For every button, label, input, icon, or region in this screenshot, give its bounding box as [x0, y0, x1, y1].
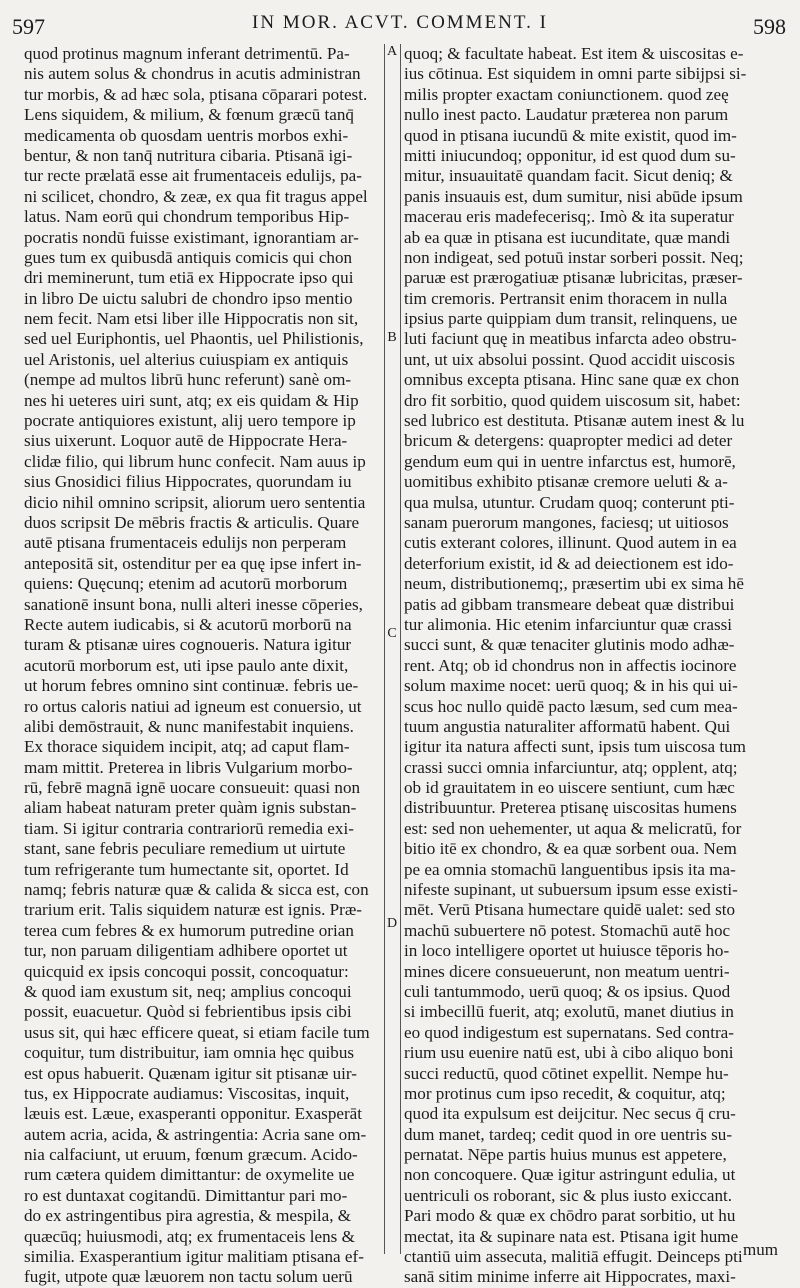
text-line: mitur, insuauitatē quandam facit. Sicut deniq; & [404, 166, 733, 186]
text-line: ob id grauitatem in eo uiscere sentiunt, cum hæc [404, 778, 735, 798]
text-line: uentriculi os roborant, sic & plus iusto exiccant. [404, 1185, 733, 1205]
margin-letter-d: D [386, 916, 398, 931]
text-line: mor protinus cum ipso recedit, & coquitur, atq; [404, 1083, 726, 1103]
text-line: tim cremoris. Pertransit enim thoracem in nulla [404, 288, 728, 308]
catchword: mum [743, 1240, 778, 1259]
text-line: mēt. Verū Ptisana humectare quidē ualet: sed sto [404, 900, 736, 920]
text-line: possit, euacuetur. Quòd si febrientibus ipsis cibi [24, 1002, 352, 1022]
text-line: ipsius parte quippiam dum transit, relinquens, ue [404, 309, 738, 329]
text-line: nifeste supinant, ut subuersum ipsum esse existi- [404, 880, 738, 900]
text-line: latus. Nam eorū qui chondrum temporibus Hip- [24, 207, 350, 227]
text-line: quæcūq; huiusmodi, atq; ex frumentaceis lens & [24, 1226, 355, 1246]
text-line: neum, distributionemq;, præsertim ubi ex sima hē [404, 574, 744, 594]
text-line: (nempe ad multos librū hunc referunt) sanè om- [24, 370, 352, 390]
text-line: do ex astringentibus pira agrestia, & mespila, & [24, 1206, 352, 1226]
text-line: sanā sitim minime inferre ait Hippocrates, maxi- [404, 1267, 736, 1287]
text-line: sanam puerorum mangones, faciesq; ut uitiosos [404, 512, 729, 532]
text-line: bricum & detergens: quapropter medici ad deter [404, 431, 733, 451]
text-line: rum cætera quidem dimittantur: de oxymelite ue [24, 1165, 355, 1185]
text-line: ni scilicet, chondro, & zeæ, ex qua fit tragus appel [24, 186, 368, 206]
text-line: dri meminerunt, tum etiā ex Hippocrate ipso qui [24, 268, 354, 288]
text-line: non concoquere. Quæ igitur astringunt edulia, ut [404, 1165, 736, 1185]
text-line: pocrate antiquiores existunt, alij uero tempore ip [24, 411, 356, 431]
text-line: ctantiū uim assecuta, malitiā effugit. Deinceps pti [404, 1247, 743, 1267]
column-rule-right [400, 44, 401, 1254]
text-line: Recte autem iudicabis, si & acutorū morborū na [24, 614, 352, 634]
column-rule-left [384, 44, 385, 1254]
text-line: gues tum ex quibusdā antiquis comicis qui chon [24, 247, 353, 267]
text-line: trarium erit. Talis siquidem naturæ est ignis. Præ- [24, 900, 362, 920]
text-line: nia calfaciunt, ut eruum, fœnum græcum. Acido- [24, 1145, 358, 1165]
text-line: turam & ptisanæ uires cognoueris. Natura igitur [24, 635, 352, 655]
text-line: ut horum febres omnino sint continuæ. febris ue- [24, 676, 359, 696]
text-line: milis propter exactam coniunctionem. quod zeę [404, 84, 729, 104]
margin-letter-a: A [386, 44, 398, 59]
text-line: tus, ex Hippocrate audiamus: Viscositas, inquit, [24, 1083, 350, 1103]
text-line: tur alimonia. Hic etenim infarciuntur quæ crassi [404, 614, 733, 634]
text-line: nis autem solus & chondrus in acutis administran [24, 64, 361, 84]
text-line: acutorū morborum est, uti ipse paulo ante dixit, [24, 655, 349, 675]
text-line: mines dicere consueuerunt, non meatum uentri- [404, 961, 730, 981]
text-line: patis ad gibbam transmeare debeat quæ distribui [404, 594, 735, 614]
text-line: fugit, utpote quæ læuorem non tactu solum uerū [24, 1267, 353, 1287]
text-line: nullo inest pacto. Laudatur præterea non parum [404, 105, 729, 125]
text-line: quod ita expulsum est deijcitur. Nec secus q̄ cru- [404, 1104, 736, 1124]
text-line: pe ea omnia stomachū languentibus ipsis ita ma- [404, 859, 736, 879]
text-line: gendum eum qui in uentre infarctus est, humorē, [404, 451, 736, 471]
text-line: est opus habuerit. Quænam igitur sit ptisanæ uir- [24, 1063, 357, 1083]
margin-letter-b: B [387, 330, 397, 345]
text-line: succi reductū, quod cōtinet expellit. Nempe hu- [404, 1063, 729, 1083]
text-line: rū, febrē magnā ignē uocare consueuit: quasi non [24, 778, 361, 798]
text-line: machū subuertere nō potest. Stomachū autē hoc [404, 920, 731, 940]
text-line: qua mulsa, utuntur. Crudam quoq; conterunt pti- [404, 492, 735, 512]
running-title: IN MOR. ACVT. COMMENT. I [252, 12, 548, 33]
text-line: panis insuauis est, dum sumitur, nisi abūde ipsum [404, 186, 743, 206]
text-line: bitio itē ex chondro, & ea quæ sorbent oua. Nem [404, 839, 737, 859]
text-line: ro ortus caloris natiui ad igneum est conuersio, ut [24, 696, 362, 716]
text-line: nem fecit. Nam etsi liber ille Hippocratis non sit, [24, 309, 359, 329]
text-line: pocratis nondū fuisse existimant, ignorantiam ar- [24, 227, 359, 247]
text-line: est: sed non uehementer, ut aqua & melicratū, for [404, 818, 742, 838]
text-line: mitti iniucundoq; opponitur, id est quod dum su- [404, 145, 736, 165]
text-line: quod in ptisana iucundū & mite existit, quod im- [404, 125, 737, 145]
text-line: usus sit, qui hæc efficere queat, si etiam facile tum [24, 1022, 370, 1042]
text-line: mectat, ita & supinare nata est. Ptisana igit hume [404, 1226, 739, 1246]
text-line: rent. Atq; ob id chondrus non in affectis iocinore [404, 655, 737, 675]
text-line: unt, ut uix absolui possint. Quod accidit uiscosis [404, 349, 735, 369]
text-line: ab ea quæ in ptisana est iucunditate, quæ mandi [404, 227, 731, 247]
text-line: Lens siquidem, & milium, & fœnum græcū tanq̄ [24, 105, 354, 125]
text-line: quoq; & facultate habeat. Est item & uiscositas e- [404, 44, 744, 63]
text-line: tur, non paruam diligentiam adhibere oportet ut [24, 941, 348, 961]
text-line: terea cum febres & ex humorum putredine orian [24, 920, 354, 940]
text-line: mam mittit. Preterea in libris Vulgarium morbo- [24, 757, 353, 777]
text-line: tum refrigerante tum humectante sit, oportet. Id [24, 859, 349, 879]
text-line: uel Aristonis, uel alterius cuiuspiam ex antiquis [24, 349, 349, 369]
text-line: stant, sane febris peculiare remedium ut uirtute [24, 839, 346, 859]
text-line: non indigeat, sed potuū instar sorberi possit. Neq; [404, 247, 744, 267]
right-text-column [404, 44, 776, 1288]
text-line: dum manet, tardeq; cedit quod in ore uentris su- [404, 1124, 733, 1144]
text-line: læuis est. Læue, exasperanti opponitur. Exasperāt [24, 1104, 363, 1124]
text-line: dicio nihil omnino scripsit, aliorum uero sententia [24, 492, 366, 512]
text-line: paruæ est prærogatiuæ ptisanæ lubricitas, præser- [404, 268, 743, 288]
text-line: pernatat. Nēpe partis huius munus est appetere, [404, 1145, 727, 1165]
text-line: rium usu euenire natū est, ubi à cibo aliquo boni [404, 1043, 734, 1063]
text-line: uomitibus exhibito ptisanæ cremore ueluti & a- [404, 472, 728, 492]
text-line: sed uel Euriphontis, uel Phaontis, uel Philistionis, [24, 329, 364, 349]
text-line: ro est duntaxat cogitandū. Dimittantur pari mo- [24, 1185, 348, 1205]
text-line: succi sunt, & quæ tenaciter glutinis modo adhæ- [404, 635, 735, 655]
text-line: medicamenta ob quosdam uentris morbos exhi- [24, 125, 349, 145]
text-line: crassi succi omnia infarciuntur, atq; opplent, atq; [404, 757, 738, 777]
text-line: in loco intelligere oportet ut huiusce tēporis ho- [404, 941, 730, 961]
text-line: coquitur, tum distribuitur, iam omnia hęc quibus [24, 1043, 355, 1063]
text-line: cutis exterant colores, illinunt. Quod autem in ea [404, 533, 737, 553]
text-line: sanationē insunt bona, nulli alteri inesse cōperies, [24, 594, 363, 614]
text-line: omnibus excepta ptisana. Hinc sane quæ ex chon [404, 370, 740, 390]
text-line: tur recte prælatā esse ait frumentaceis edulijs, pa- [24, 166, 362, 186]
text-line: sed lubrico est destituta. Ptisanæ autem inest & lu [404, 411, 745, 431]
text-line: quod protinus magnum inferant detrimentū. Pa- [24, 44, 350, 63]
text-line: Pari modo & quæ ex chōdro parat sorbitio, ut hu [404, 1206, 736, 1226]
text-line: deterforium existit, id & ad deiectionem est ido- [404, 553, 734, 573]
text-line: si imbecillū fuerit, atq; exolutū, manet diutius in [404, 1002, 734, 1022]
text-line: macerau eris madefecerisq;. Imò & ita superatur [404, 207, 734, 227]
text-line: bentur, & non tanq̄ nutritura cibaria. Ptisanā igi- [24, 145, 353, 165]
left-text-column [24, 44, 380, 1288]
margin-letter-c: C [387, 626, 397, 641]
text-line: similia. Exasperantium igitur malitiam ptisana ef- [24, 1247, 364, 1267]
text-line: nes hi ueteres uiri sunt, atq; ex eis quidam & Hip [24, 390, 359, 410]
text-line: aliam habeat naturam preter quàm ignis substan- [24, 798, 357, 818]
text-line: sius uixerunt. Loquor autē de Hippocrate Hera- [24, 431, 348, 451]
text-line: in libro De uictu salubri de chondro ipso mentio [24, 288, 353, 308]
text-line: tiam. Si igitur contraria contrariorū remedia exi- [24, 818, 354, 838]
text-line: solum maxime nocet: uerū quoq; & in his qui ui- [404, 676, 738, 696]
text-line: quicquid ex ipsis concoqui possit, concoquatur: [24, 961, 349, 981]
text-line: namq; febris naturæ quæ & calida & sicca est, con [24, 880, 369, 900]
text-line: igitur ita natura affecti sunt, ipsis tum uiscosa tum [404, 737, 746, 757]
text-line: distribuuntur. Preterea ptisanę uiscositas humens [404, 798, 737, 818]
text-line: Ex thorace siquidem incipit, atq; ad caput flam- [24, 737, 350, 757]
text-line: clidæ filio, qui librum hunc confecit. Nam auus ip [24, 451, 366, 471]
text-line: duos scripsit De mēbris fractis & articulis. Quare [24, 512, 360, 532]
text-line: alibi demōstrauit, & nunc manifestabit inquiens. [24, 716, 354, 736]
text-line: & quod iam exustum sit, neq; amplius concoqui [24, 981, 352, 1001]
text-line: tur morbis, & ad hæc sola, ptisana cōparari potest. [24, 84, 368, 104]
text-line: ius cōtinua. Est siquidem in omni parte sibijpsi si- [404, 64, 747, 84]
text-line: sius Gnosidici filius Hippocrates, quorundam iu [24, 472, 352, 492]
text-line: autem acria, acida, & astringentia: Acria sane om- [24, 1124, 367, 1144]
page-number-right: 598 [753, 14, 786, 39]
text-line: luti faciunt quę in meatibus infarcta adeo obstru- [404, 329, 737, 349]
page-number-left: 597 [12, 14, 45, 39]
text-line: eo quod indigestum est supernatans. Sed contra- [404, 1022, 734, 1042]
text-line: quiens: Quęcunq; etenim ad acutorū morborum [24, 574, 348, 594]
text-line: scus hoc nullo quidē pacto læsum, sed cum mea- [404, 696, 738, 716]
text-line: culi tantummodo, uerū quoq; & os ipsius. Quod [404, 981, 731, 1001]
page-header [0, 0, 800, 44]
text-line: dro fit sorbitio, quod quidem uiscosum sit, habet: [404, 390, 741, 410]
text-line: autē ptisana frumentaceis edulijs non perperam [24, 533, 347, 553]
text-line: tuum angustia naturaliter afformatū habent. Qui [404, 716, 731, 736]
text-line: antepositā sit, ostenditur per ea quę ipse infert in- [24, 553, 362, 573]
